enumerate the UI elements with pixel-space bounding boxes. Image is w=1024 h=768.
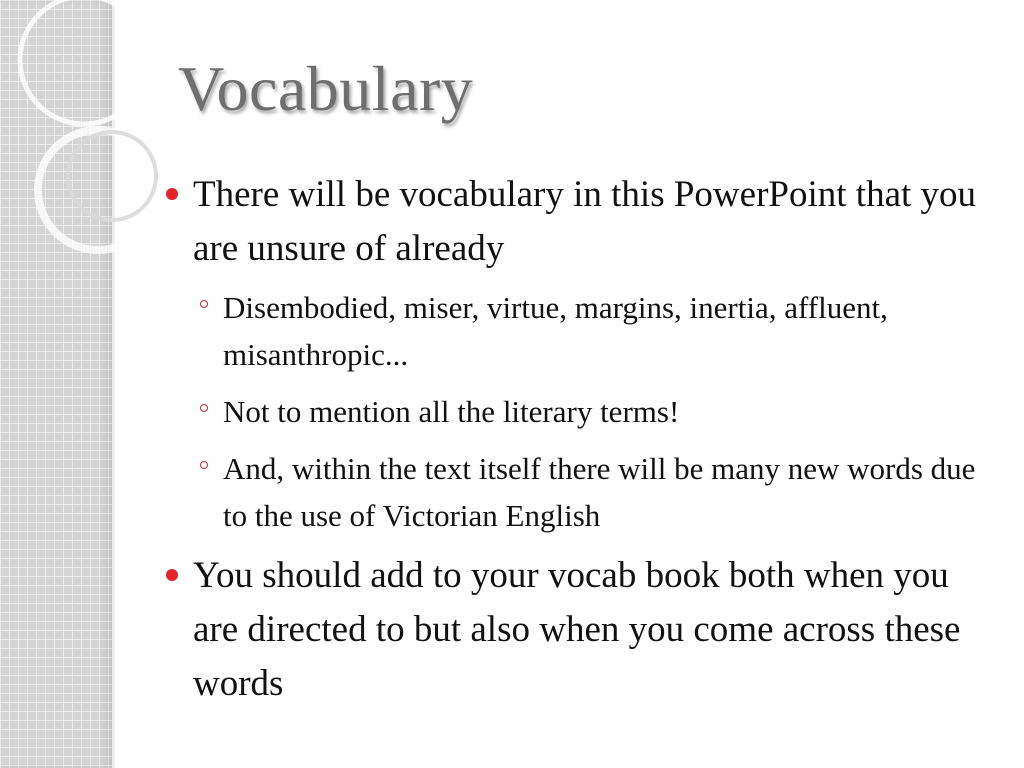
sub-bullet-ring-icon [200, 404, 208, 412]
sub-bullet-item [160, 445, 1000, 539]
sub-bullet-item [160, 388, 1000, 435]
sub-bullet-ring-icon [200, 461, 208, 469]
bullet-dot-icon [166, 188, 178, 200]
sub-bullet-text: And, within the text itself there will be many new words due to the use of Victorian English [223, 451, 976, 533]
deco-circle-medium [38, 130, 158, 250]
slide-title: Vocabulary [178, 53, 474, 124]
deco-circle-small [68, 132, 156, 220]
sub-bullet-text: Not to mention all the literary terms! [223, 394, 680, 429]
bullet-dot-icon [166, 569, 178, 581]
sub-bullet-list [160, 284, 1000, 539]
sub-bullet-text: Disembodied, miser, virtue, margins, inertia, affluent, misanthropic... [223, 290, 888, 372]
bullet-item [160, 168, 1000, 276]
bullet-item [160, 549, 1000, 711]
bullet-text: There will be vocabulary in this PowerPoint that you are unsure of already [193, 174, 977, 269]
slide-content [160, 168, 1000, 719]
deco-circle-large [20, 0, 148, 124]
sub-bullet-item [160, 284, 1000, 378]
bullet-text: You should add to your vocab book both when you are directed to but also when you come across these words [193, 555, 961, 704]
sub-bullet-ring-icon [200, 300, 208, 308]
